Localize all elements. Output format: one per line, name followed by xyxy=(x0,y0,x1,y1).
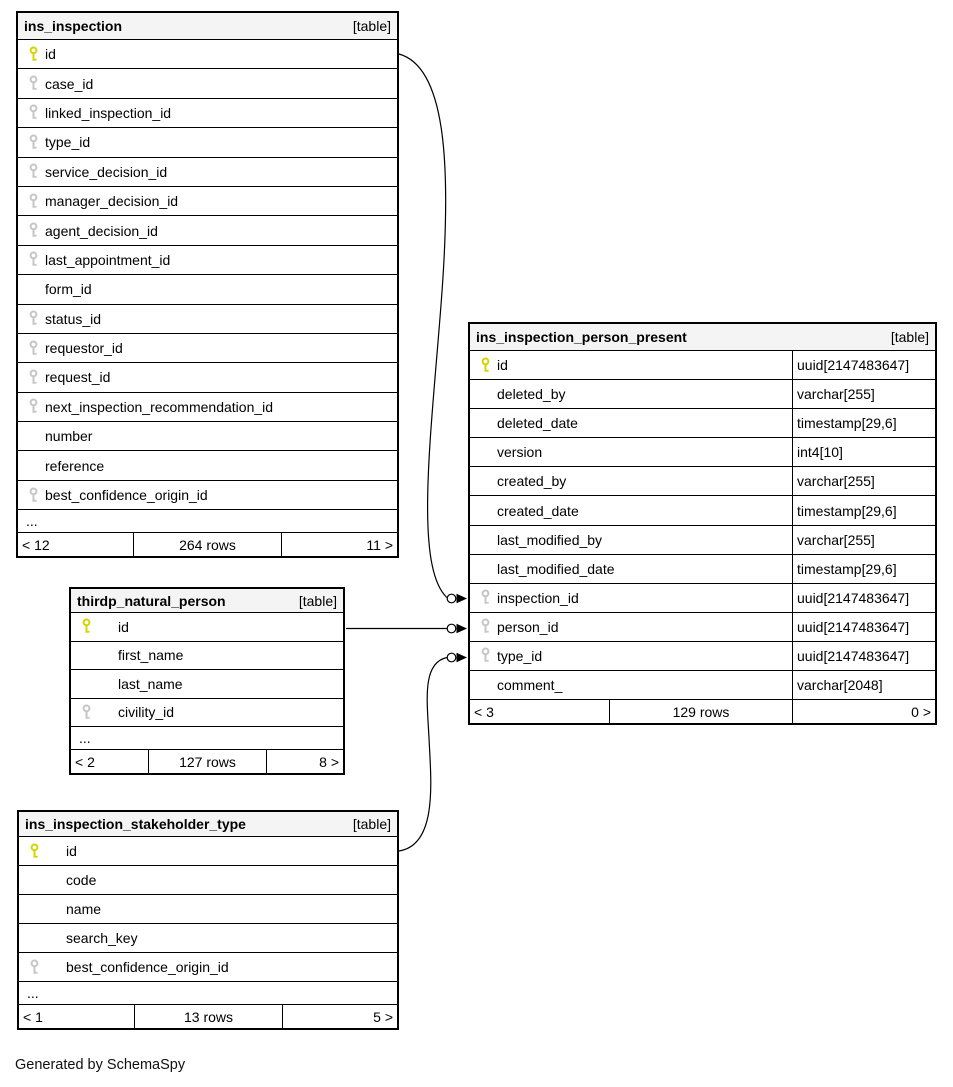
column-name: last_modified_date xyxy=(497,560,615,577)
column-row xyxy=(18,187,397,216)
primary-key-icon xyxy=(29,843,41,860)
column-name: form_id xyxy=(45,281,92,298)
column-row xyxy=(18,128,397,157)
column-type: varchar[255] xyxy=(792,526,935,554)
arrowhead-icon xyxy=(457,624,468,633)
column-type: uuid[2147483647] xyxy=(792,584,935,612)
column-name: id xyxy=(118,618,129,635)
column-type: varchar[255] xyxy=(792,380,935,408)
foreign-key-icon xyxy=(28,222,40,239)
primary-key-icon xyxy=(28,46,40,63)
column-type: uuid[2147483647] xyxy=(792,351,935,379)
excluded-children-count: 11 > xyxy=(366,536,393,553)
column-row xyxy=(19,924,397,953)
excluded-parents-count: < 2 xyxy=(75,753,95,770)
table-thirdp-natural-person xyxy=(69,587,345,775)
foreign-key-icon xyxy=(81,704,93,721)
foreign-key-icon xyxy=(28,134,40,151)
column-name: last_appointment_id xyxy=(45,251,171,268)
column-name: first_name xyxy=(118,647,184,664)
excluded-children-count: 8 > xyxy=(319,753,339,770)
relationship-connector-inspection xyxy=(399,54,447,598)
column-name: linked_inspection_id xyxy=(45,104,172,121)
foreign-key-icon xyxy=(28,193,40,210)
column-row xyxy=(71,670,343,699)
excluded-children-count: 5 > xyxy=(373,1008,393,1025)
foreign-key-icon xyxy=(480,618,492,635)
table-name[interactable]: ins_inspection_person_present xyxy=(476,329,687,345)
column-row xyxy=(71,642,343,671)
foreign-key-icon xyxy=(28,75,40,92)
truncated-columns-indicator: ... xyxy=(19,982,397,1005)
column-name: code xyxy=(66,872,97,888)
column-name: deleted_by xyxy=(497,386,566,403)
column-row xyxy=(18,158,397,187)
column-name: person_id xyxy=(497,618,559,635)
column-row xyxy=(19,837,397,866)
column-row xyxy=(470,671,935,700)
column-row xyxy=(19,895,397,924)
table-footer xyxy=(470,700,935,723)
column-name: created_date xyxy=(497,502,579,519)
column-type: timestamp[29,6] xyxy=(792,555,935,583)
row-count: 129 rows xyxy=(609,700,793,723)
column-name: created_by xyxy=(497,473,567,490)
foreign-key-icon xyxy=(28,369,40,386)
column-row xyxy=(470,555,935,584)
column-name: id xyxy=(66,843,77,859)
excluded-parents-count: < 12 xyxy=(22,536,50,553)
truncated-columns-indicator: ... xyxy=(18,510,397,533)
column-row xyxy=(470,351,935,380)
column-rows xyxy=(71,613,343,727)
column-name: name xyxy=(66,901,102,917)
column-row xyxy=(470,526,935,555)
table-name[interactable]: thirdp_natural_person xyxy=(77,592,226,609)
column-name: request_id xyxy=(45,369,111,386)
arrowhead-icon xyxy=(457,594,468,603)
column-row xyxy=(470,438,935,467)
relationship-connector-type xyxy=(399,658,447,852)
column-row xyxy=(470,613,935,642)
primary-key-icon xyxy=(81,618,93,635)
foreign-key-icon xyxy=(28,104,40,121)
table-header xyxy=(470,324,935,351)
column-type: uuid[2147483647] xyxy=(792,613,935,641)
column-name: service_decision_id xyxy=(45,163,168,180)
column-row xyxy=(18,69,397,98)
column-row xyxy=(18,393,397,422)
column-rows xyxy=(18,40,397,510)
column-name: id xyxy=(497,357,508,374)
column-type: varchar[2048] xyxy=(792,671,935,699)
column-row xyxy=(470,409,935,438)
table-name[interactable]: ins_inspection xyxy=(24,18,123,34)
table-badge: [table] xyxy=(890,329,929,345)
foreign-key-icon xyxy=(28,163,40,180)
table-header xyxy=(18,13,397,40)
column-type: uuid[2147483647] xyxy=(792,642,935,670)
column-name: inspection_id xyxy=(497,589,579,606)
foreign-key-icon xyxy=(28,310,40,327)
column-name: civility_id xyxy=(118,704,175,721)
cardinality-circle-icon xyxy=(447,653,456,662)
table-badge: [table] xyxy=(352,816,391,832)
column-row xyxy=(470,496,935,525)
excluded-parents-count: < 3 xyxy=(474,703,494,720)
column-type: varchar[255] xyxy=(792,467,935,495)
table-ins-inspection xyxy=(16,11,399,558)
column-row xyxy=(470,584,935,613)
column-row xyxy=(18,481,397,510)
column-row xyxy=(18,305,397,334)
foreign-key-icon xyxy=(29,959,41,976)
column-row xyxy=(18,422,397,451)
column-type: timestamp[29,6] xyxy=(792,409,935,437)
cardinality-circle-icon xyxy=(447,594,456,603)
column-name: last_modified_by xyxy=(497,531,603,548)
column-row xyxy=(18,363,397,392)
row-count: 127 rows xyxy=(148,750,267,773)
table-badge: [table] xyxy=(352,18,391,34)
column-row xyxy=(18,216,397,245)
foreign-key-icon xyxy=(28,398,40,415)
column-name: search_key xyxy=(66,930,138,946)
column-name: reference xyxy=(45,457,105,474)
table-ins-inspection-person-present xyxy=(468,322,937,725)
column-name: next_inspection_recommendation_id xyxy=(45,398,274,415)
foreign-key-icon xyxy=(480,589,492,606)
column-name: agent_decision_id xyxy=(45,222,158,239)
table-ins-inspection-stakeholder-type xyxy=(17,810,399,1030)
excluded-parents-count: < 1 xyxy=(23,1008,43,1025)
arrowhead-icon xyxy=(457,653,468,662)
column-name: type_id xyxy=(45,134,91,151)
column-row xyxy=(71,613,343,642)
table-footer xyxy=(19,1005,397,1028)
column-row xyxy=(18,275,397,304)
table-header xyxy=(19,812,397,837)
column-name: type_id xyxy=(497,647,543,664)
column-name: best_confidence_origin_id xyxy=(66,959,229,975)
column-row xyxy=(19,953,397,982)
row-count: 264 rows xyxy=(133,533,282,556)
table-badge: [table] xyxy=(298,592,337,609)
foreign-key-icon xyxy=(480,647,492,664)
column-row xyxy=(19,866,397,895)
primary-key-icon xyxy=(480,357,492,374)
column-name: best_confidence_origin_id xyxy=(45,487,208,504)
column-name: id xyxy=(45,46,56,63)
table-footer xyxy=(71,750,343,773)
cardinality-circle-icon xyxy=(447,624,456,633)
column-type: int4[10] xyxy=(792,438,935,466)
column-name: manager_decision_id xyxy=(45,193,179,210)
column-name: deleted_date xyxy=(497,415,578,432)
column-type: timestamp[29,6] xyxy=(792,496,935,524)
column-row xyxy=(470,642,935,671)
column-rows xyxy=(19,837,397,982)
table-header xyxy=(71,589,343,613)
truncated-columns-indicator: ... xyxy=(71,727,343,750)
column-row xyxy=(18,99,397,128)
column-name: case_id xyxy=(45,75,94,92)
row-count: 13 rows xyxy=(134,1005,283,1028)
column-name: requestor_id xyxy=(45,340,123,357)
column-row xyxy=(18,334,397,363)
column-row xyxy=(18,246,397,275)
column-row xyxy=(470,380,935,409)
generator-credit: Generated by SchemaSpy xyxy=(15,1057,186,1073)
table-name[interactable]: ins_inspection_stakeholder_type xyxy=(25,816,246,832)
column-name: number xyxy=(45,428,93,445)
column-name: status_id xyxy=(45,310,102,327)
table-footer xyxy=(18,533,397,556)
column-row xyxy=(18,451,397,480)
column-name: last_name xyxy=(118,675,183,692)
foreign-key-icon xyxy=(28,487,40,504)
column-row xyxy=(470,467,935,496)
excluded-children-count: 0 > xyxy=(911,703,931,720)
foreign-key-icon xyxy=(28,251,40,268)
column-name: comment_ xyxy=(497,677,563,694)
column-rows xyxy=(470,351,935,700)
column-row xyxy=(71,699,343,728)
column-row xyxy=(18,40,397,69)
foreign-key-icon xyxy=(28,340,40,357)
column-name: version xyxy=(497,444,543,461)
